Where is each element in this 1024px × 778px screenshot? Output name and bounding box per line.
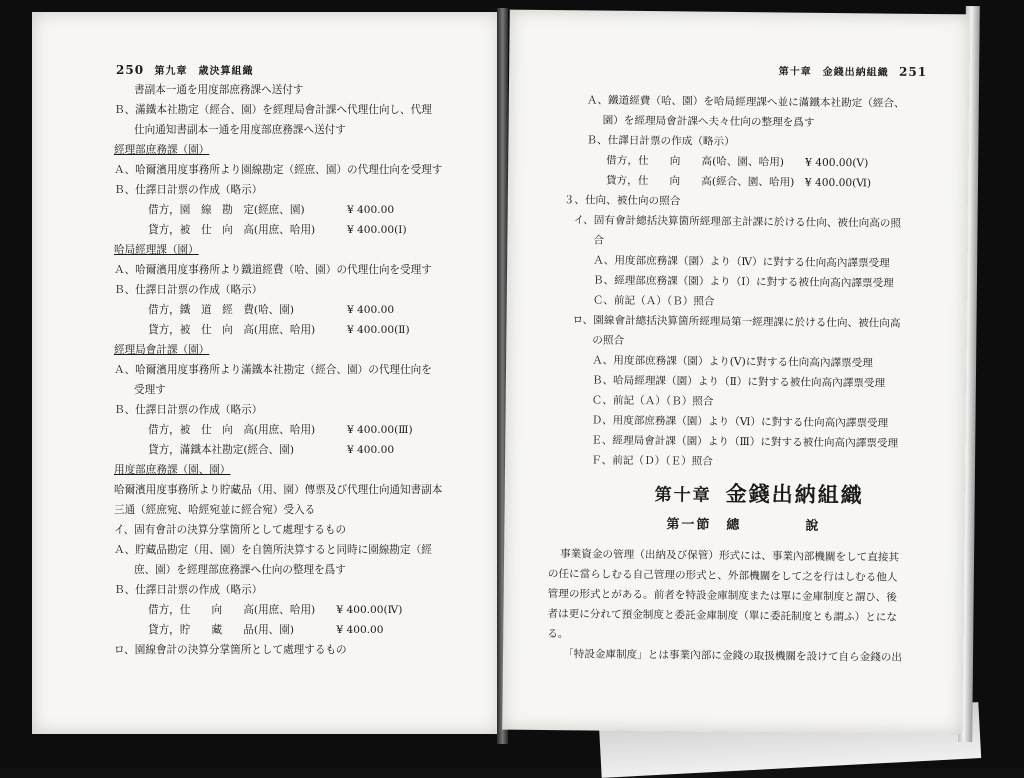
- text-line: Ｂ、仕譯日計票の作成（略示）: [114, 584, 263, 596]
- text-line: 書副本一通を用度部庶務課へ送付す: [134, 84, 304, 96]
- text-line: 經理局會計課（園）: [114, 344, 210, 356]
- text-line: 三通（經庶宛、哈經宛並に經合宛）受入る: [114, 504, 316, 516]
- text-line: Ｂ、經理部庶務課（園）より（Ⅰ）に對する被仕向高內譯票受理: [592, 274, 894, 290]
- text-line: Ｄ、用度部庶務課（園）より（Ⅵ）に對する仕向高內譯票受理: [591, 414, 889, 430]
- text-line: 借方，仕 向 高(哈、園、哈用) ¥ 400.00(Ⅴ): [606, 154, 869, 170]
- text-line: の照合: [592, 334, 625, 347]
- text-line: 貸方，被 仕 向 高(用庶、哈用) ¥ 400.00(Ⅰ): [148, 224, 407, 236]
- left-page-number: 250: [116, 63, 145, 77]
- text-line: ロ、園線會計の決算分掌箇所として處理するもの: [114, 644, 347, 656]
- text-line: 庶、園）を經理部庶務課へ仕向の整理を爲す: [134, 564, 346, 576]
- text-line: 借方，被 仕 向 高(用庶、哈用) ¥ 400.00(Ⅲ): [148, 424, 413, 436]
- chapter-heading: [655, 477, 864, 509]
- left-running-header: [110, 62, 254, 77]
- text-line: 哈爾濱用度事務所より貯藏品（用、園）傳票及び代理仕向通知書副本: [114, 484, 443, 496]
- right-body-text: [555, 90, 905, 474]
- text-line: Ｆ、前記（Ｄ）（Ｅ）照合: [591, 454, 713, 468]
- left-body-text: [114, 80, 442, 660]
- text-line: ロ、園線會計總括決算箇所經理局第一經理課に於ける仕向、被仕向高: [572, 314, 901, 330]
- text-line: Ｂ、仕譯日計票の作成（略示）: [114, 184, 263, 196]
- text-line: イ、固有會計總括決算箇所經理部主計課に於ける仕向、被仕向高の照: [573, 214, 902, 230]
- text-line: 借方，園 線 勘 定(經庶、園) ¥ 400.00: [148, 204, 395, 216]
- left-page: [32, 12, 500, 734]
- right-running-header: [779, 62, 934, 79]
- paragraph-line: 管理の形式とがある。前者を特設金庫制度または單に金庫制度と謂ひ、後: [547, 588, 897, 604]
- text-line: 貸方，仕 向 高(經合、園、哈用) ¥ 400.00(Ⅵ): [605, 174, 872, 190]
- text-line: 貸方，滿鐵本社勘定(經合、園) ¥ 400.00: [148, 444, 395, 456]
- text-line: Ｂ、滿鐵本社勘定（經合、園）を經理局會計課へ代理仕向し、代理: [114, 104, 432, 116]
- text-line: Ｂ、仕譯日計票の作成（略示）: [114, 404, 263, 416]
- text-line: Ａ、用度部庶務課（園）より（Ⅳ）に對する仕向高內譯票受理: [593, 254, 890, 270]
- left-header-title: 第九章 歳決算組織: [154, 66, 254, 77]
- text-line: 借方，仕 向 高(用庶、哈用) ¥ 400.00(Ⅳ): [148, 604, 403, 616]
- text-line: イ、固有會計の決算分掌箇所として處理するもの: [114, 524, 347, 536]
- paragraph-line: の任に當らしむる自己管理の形式と、外部機關をして之を行はしむる他人: [547, 568, 898, 584]
- text-line: Ｂ、哈局經理課（園）より（Ⅱ）に對する被仕向高內譯票受理: [591, 374, 886, 390]
- text-line: Ａ、哈爾濱用度事務所より鐵道經費（哈、園）の代理仕向を受理す: [114, 264, 432, 276]
- paragraph-line: 事業資金の管理（出納及び保管）形式には、事業內部機關をして直接其: [560, 548, 900, 564]
- text-line: 借方，鐵 道 經 費(哈、園) ¥ 400.00: [148, 304, 395, 316]
- text-line: 經理部庶務課（園）: [114, 144, 210, 156]
- text-line: 園）を經理局會計課へ夫々仕向の整理を爲す: [602, 114, 815, 129]
- chapter-title: 金錢出納組織: [725, 480, 864, 508]
- text-line: Ｂ、仕譯日計票の作成（略示）: [586, 134, 735, 148]
- section-title-a: 第一節 總: [666, 517, 742, 534]
- text-line: 貸方，被 仕 向 高(用庶、哈用) ¥ 400.00(Ⅱ): [148, 324, 410, 336]
- section-title-b: 說: [805, 518, 821, 534]
- section-paragraph: [547, 544, 948, 668]
- text-line: Ａ、貯藏品勘定（用、園）を自箇所決算すると同時に園線勘定（經: [114, 544, 432, 556]
- text-line: 合: [593, 234, 605, 247]
- text-line: 仕向通知書副本一通を用度部庶務課へ送付す: [134, 124, 346, 136]
- right-header-title: 第十章 金錢出納組織: [778, 66, 889, 79]
- text-line: 受理す: [134, 384, 166, 396]
- text-line: Ａ、用度部庶務課（園）より(Ⅴ)に對する仕向高內譯票受理: [592, 354, 873, 370]
- text-line: ３、仕向、被仕向の照合: [563, 194, 681, 208]
- paragraph-line: る。: [547, 628, 569, 641]
- paragraph-line: 「特設金庫制度」とは事業內部に金錢の取扱機關を設けて自ら金錢の出: [562, 648, 903, 664]
- chapter-number: 第十章: [654, 485, 712, 506]
- text-line: Ａ、哈爾濱用度事務所より滿鐵本社勘定（經合、園）の代理仕向を: [114, 364, 432, 376]
- text-line: Ｂ、仕譯日計票の作成（略示）: [114, 284, 263, 296]
- text-line: 哈局經理課（園）: [114, 244, 199, 256]
- text-line: Ａ、鐵道經費（哈、園）を哈局經理課へ並に滿鐵本社勘定（經合、: [586, 94, 905, 110]
- text-line: 用度部庶務課（園、園）: [114, 464, 231, 476]
- section-heading: [666, 513, 820, 534]
- text-line: Ｅ、經理局會計課（園）より（Ⅲ）に對する被仕向高內譯票受理: [591, 434, 899, 450]
- right-page-number: 251: [899, 64, 928, 79]
- text-line: Ｃ、前記（Ａ）（Ｂ）照合: [592, 294, 715, 308]
- paragraph-line: 者は更に分れて預金制度と委託金庫制度（單に委託制度とも謂ふ）とにな: [547, 608, 898, 624]
- text-line: 貸方，貯 藏 品(用、園) ¥ 400.00: [148, 624, 384, 636]
- text-line: Ｃ、前記（Ａ）（Ｂ）照合: [591, 394, 714, 408]
- right-page: [502, 10, 970, 735]
- text-line: Ａ、哈爾濱用度事務所より園線勘定（經庶、園）の代理仕向を受理す: [114, 164, 443, 176]
